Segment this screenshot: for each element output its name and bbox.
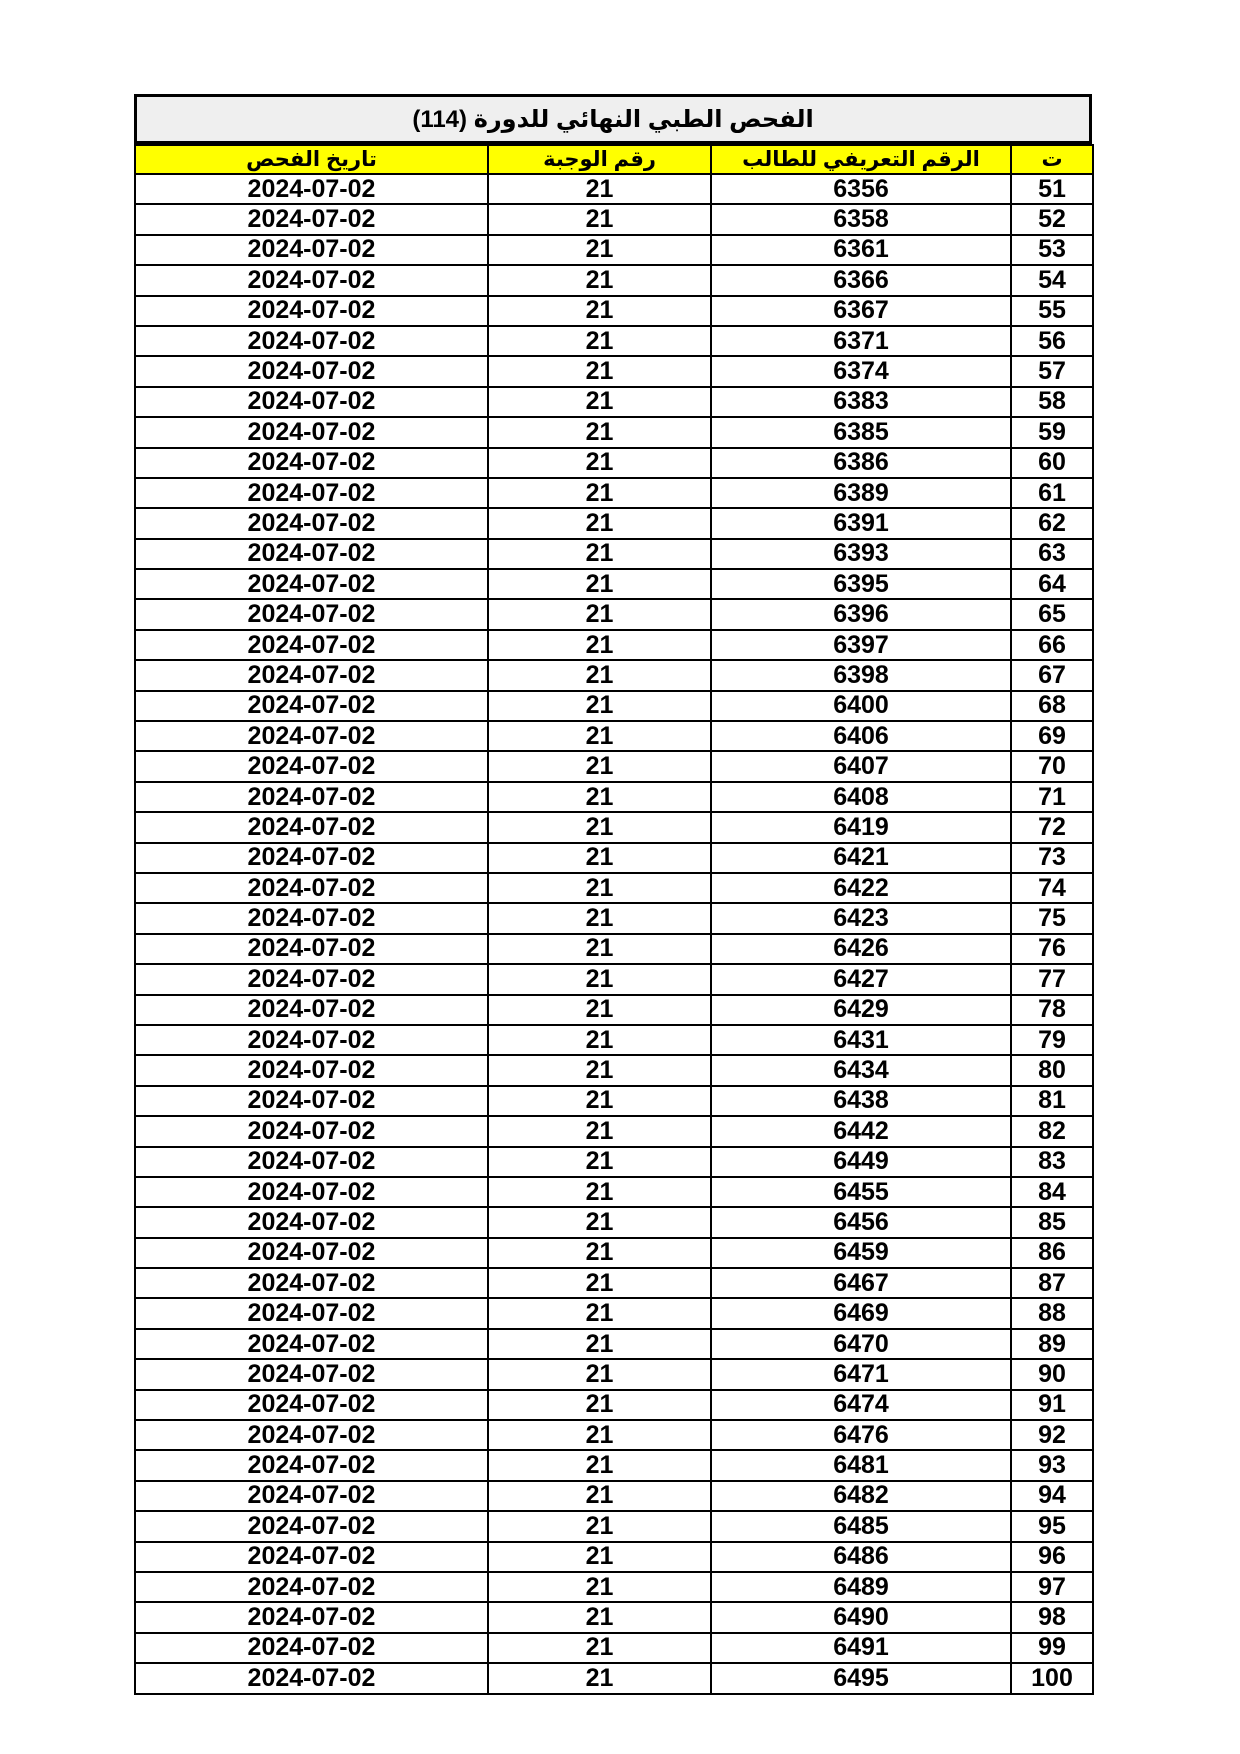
serial-cell: 57 [1011,356,1093,386]
table-row [135,1086,1093,1116]
serial-cell: 77 [1011,964,1093,994]
table-row [135,721,1093,751]
exam-date-cell: 2024-07-02 [135,1511,488,1541]
table-row [135,1602,1093,1632]
exam-date-cell: 2024-07-02 [135,417,488,447]
table-row [135,1420,1093,1450]
batch-cell: 21 [488,1116,711,1146]
table-row [135,356,1093,386]
student-id-cell: 6469 [711,1298,1011,1328]
table-row [135,812,1093,842]
table-row [135,691,1093,721]
serial-cell: 75 [1011,903,1093,933]
exam-date-cell: 2024-07-02 [135,569,488,599]
student-id-cell: 6406 [711,721,1011,751]
batch-cell: 21 [488,1511,711,1541]
table-row [135,599,1093,629]
batch-cell: 21 [488,235,711,265]
serial-cell: 85 [1011,1207,1093,1237]
student-id-cell: 6470 [711,1329,1011,1359]
column-header-serial: ت [1011,145,1093,174]
serial-cell: 56 [1011,326,1093,356]
student-id-cell: 6386 [711,448,1011,478]
student-id-cell: 6385 [711,417,1011,447]
exam-date-cell: 2024-07-02 [135,356,488,386]
serial-cell: 86 [1011,1238,1093,1268]
batch-cell: 21 [488,1359,711,1389]
exam-date-cell: 2024-07-02 [135,1542,488,1572]
serial-cell: 61 [1011,478,1093,508]
exam-date-cell: 2024-07-02 [135,660,488,690]
batch-cell: 21 [488,1329,711,1359]
exam-date-cell: 2024-07-02 [135,903,488,933]
exam-date-cell: 2024-07-02 [135,448,488,478]
student-id-cell: 6442 [711,1116,1011,1146]
serial-cell: 88 [1011,1298,1093,1328]
student-id-cell: 6449 [711,1147,1011,1177]
table-row [135,1298,1093,1328]
batch-cell: 21 [488,599,711,629]
batch-cell: 21 [488,782,711,812]
student-id-cell: 6491 [711,1633,1011,1663]
batch-cell: 21 [488,1298,711,1328]
table-row [135,1572,1093,1602]
exam-date-cell: 2024-07-02 [135,1481,488,1511]
serial-cell: 94 [1011,1481,1093,1511]
batch-cell: 21 [488,964,711,994]
exam-date-cell: 2024-07-02 [135,995,488,1025]
exam-date-cell: 2024-07-02 [135,204,488,234]
exam-date-cell: 2024-07-02 [135,751,488,781]
exam-date-cell: 2024-07-02 [135,1207,488,1237]
exam-date-cell: 2024-07-02 [135,508,488,538]
batch-cell: 21 [488,1390,711,1420]
serial-cell: 55 [1011,296,1093,326]
exam-date-cell: 2024-07-02 [135,873,488,903]
student-id-cell: 6431 [711,1025,1011,1055]
exam-date-cell: 2024-07-02 [135,599,488,629]
batch-cell: 21 [488,1542,711,1572]
exam-date-cell: 2024-07-02 [135,843,488,873]
batch-cell: 21 [488,296,711,326]
exam-date-cell: 2024-07-02 [135,630,488,660]
table-row [135,569,1093,599]
student-id-cell: 6429 [711,995,1011,1025]
serial-cell: 58 [1011,387,1093,417]
student-id-cell: 6485 [711,1511,1011,1541]
batch-cell: 21 [488,721,711,751]
table-row [135,630,1093,660]
batch-cell: 21 [488,448,711,478]
table-row [135,1329,1093,1359]
serial-cell: 62 [1011,508,1093,538]
serial-cell: 71 [1011,782,1093,812]
exam-date-cell: 2024-07-02 [135,1663,488,1693]
student-id-cell: 6398 [711,660,1011,690]
batch-cell: 21 [488,1207,711,1237]
student-id-cell: 6367 [711,296,1011,326]
exam-date-cell: 2024-07-02 [135,296,488,326]
exam-date-cell: 2024-07-02 [135,812,488,842]
batch-cell: 21 [488,1450,711,1480]
batch-cell: 21 [488,387,711,417]
serial-cell: 76 [1011,934,1093,964]
student-id-cell: 6422 [711,873,1011,903]
batch-cell: 21 [488,417,711,447]
serial-cell: 80 [1011,1055,1093,1085]
batch-cell: 21 [488,1055,711,1085]
batch-cell: 21 [488,1633,711,1663]
batch-cell: 21 [488,1268,711,1298]
batch-cell: 21 [488,1481,711,1511]
batch-cell: 21 [488,356,711,386]
student-id-cell: 6397 [711,630,1011,660]
serial-cell: 63 [1011,539,1093,569]
serial-cell: 89 [1011,1329,1093,1359]
table-row [135,1359,1093,1389]
page-title: الفحص الطبي النهائي للدورة (114) [412,105,814,133]
table-row [135,539,1093,569]
table-row [135,174,1093,204]
exam-date-cell: 2024-07-02 [135,1147,488,1177]
table-body [135,174,1093,1694]
table-row [135,235,1093,265]
serial-cell: 82 [1011,1116,1093,1146]
batch-cell: 21 [488,1147,711,1177]
serial-cell: 96 [1011,1542,1093,1572]
student-id-cell: 6482 [711,1481,1011,1511]
student-id-cell: 6361 [711,235,1011,265]
table-row [135,1663,1093,1693]
serial-cell: 69 [1011,721,1093,751]
batch-cell: 21 [488,569,711,599]
serial-cell: 100 [1011,1663,1093,1693]
serial-cell: 67 [1011,660,1093,690]
student-id-cell: 6400 [711,691,1011,721]
serial-cell: 65 [1011,599,1093,629]
student-id-cell: 6456 [711,1207,1011,1237]
serial-cell: 93 [1011,1450,1093,1480]
batch-cell: 21 [488,508,711,538]
student-id-cell: 6426 [711,934,1011,964]
serial-cell: 81 [1011,1086,1093,1116]
table-row [135,660,1093,690]
exam-date-cell: 2024-07-02 [135,1390,488,1420]
serial-cell: 91 [1011,1390,1093,1420]
batch-cell: 21 [488,1086,711,1116]
batch-cell: 21 [488,1177,711,1207]
batch-cell: 21 [488,1238,711,1268]
exam-date-cell: 2024-07-02 [135,1086,488,1116]
batch-cell: 21 [488,1572,711,1602]
exam-date-cell: 2024-07-02 [135,326,488,356]
student-id-cell: 6471 [711,1359,1011,1389]
table-row [135,448,1093,478]
serial-cell: 92 [1011,1420,1093,1450]
batch-cell: 21 [488,478,711,508]
serial-cell: 84 [1011,1177,1093,1207]
exam-date-cell: 2024-07-02 [135,478,488,508]
serial-cell: 66 [1011,630,1093,660]
student-id-cell: 6495 [711,1663,1011,1693]
table-row [135,296,1093,326]
exam-date-cell: 2024-07-02 [135,721,488,751]
exam-date-cell: 2024-07-02 [135,1572,488,1602]
batch-cell: 21 [488,204,711,234]
student-id-cell: 6490 [711,1602,1011,1632]
student-id-cell: 6438 [711,1086,1011,1116]
student-id-cell: 6427 [711,964,1011,994]
exam-date-cell: 2024-07-02 [135,387,488,417]
student-id-cell: 6486 [711,1542,1011,1572]
batch-cell: 21 [488,751,711,781]
batch-cell: 21 [488,1663,711,1693]
student-id-cell: 6474 [711,1390,1011,1420]
student-id-cell: 6408 [711,782,1011,812]
batch-cell: 21 [488,326,711,356]
student-id-cell: 6476 [711,1420,1011,1450]
student-id-cell: 6383 [711,387,1011,417]
batch-cell: 21 [488,995,711,1025]
batch-cell: 21 [488,174,711,204]
batch-cell: 21 [488,903,711,933]
exam-date-cell: 2024-07-02 [135,1025,488,1055]
exam-date-cell: 2024-07-02 [135,1450,488,1480]
batch-cell: 21 [488,630,711,660]
student-id-cell: 6395 [711,569,1011,599]
batch-cell: 21 [488,812,711,842]
exam-date-cell: 2024-07-02 [135,691,488,721]
exam-date-cell: 2024-07-02 [135,1329,488,1359]
batch-cell: 21 [488,1025,711,1055]
serial-cell: 74 [1011,873,1093,903]
table-row [135,265,1093,295]
table-row [135,1207,1093,1237]
exam-date-cell: 2024-07-02 [135,539,488,569]
exam-date-cell: 2024-07-02 [135,1177,488,1207]
batch-cell: 21 [488,691,711,721]
batch-cell: 21 [488,873,711,903]
serial-cell: 97 [1011,1572,1093,1602]
serial-cell: 79 [1011,1025,1093,1055]
exam-date-cell: 2024-07-02 [135,235,488,265]
exam-date-cell: 2024-07-02 [135,1420,488,1450]
table-row [135,903,1093,933]
serial-cell: 78 [1011,995,1093,1025]
table-row [135,1633,1093,1663]
table-row [135,1542,1093,1572]
exam-date-cell: 2024-07-02 [135,174,488,204]
batch-cell: 21 [488,539,711,569]
student-id-cell: 6481 [711,1450,1011,1480]
table-row [135,1511,1093,1541]
exam-date-cell: 2024-07-02 [135,1268,488,1298]
exam-date-cell: 2024-07-02 [135,1055,488,1085]
table-row [135,417,1093,447]
serial-cell: 64 [1011,569,1093,599]
serial-cell: 95 [1011,1511,1093,1541]
batch-cell: 21 [488,843,711,873]
student-id-cell: 6371 [711,326,1011,356]
table-row [135,1025,1093,1055]
table-row [135,1055,1093,1085]
exam-date-cell: 2024-07-02 [135,1633,488,1663]
student-id-cell: 6396 [711,599,1011,629]
table-row [135,782,1093,812]
table-row [135,1450,1093,1480]
student-id-cell: 6421 [711,843,1011,873]
title-box [134,94,1092,144]
table-row [135,1481,1093,1511]
serial-cell: 60 [1011,448,1093,478]
exam-date-cell: 2024-07-02 [135,1602,488,1632]
table-row [135,995,1093,1025]
column-header-batch: رقم الوجبة [488,145,711,174]
student-id-cell: 6393 [711,539,1011,569]
table-row [135,964,1093,994]
serial-cell: 99 [1011,1633,1093,1663]
serial-cell: 90 [1011,1359,1093,1389]
table-row [135,508,1093,538]
serial-cell: 59 [1011,417,1093,447]
batch-cell: 21 [488,934,711,964]
exam-date-cell: 2024-07-02 [135,265,488,295]
student-id-cell: 6366 [711,265,1011,295]
serial-cell: 87 [1011,1268,1093,1298]
student-id-cell: 6455 [711,1177,1011,1207]
serial-cell: 52 [1011,204,1093,234]
table-row [135,873,1093,903]
students-table [134,144,1094,1695]
serial-cell: 54 [1011,265,1093,295]
table-row [135,934,1093,964]
batch-cell: 21 [488,1420,711,1450]
table-row [135,204,1093,234]
column-header-student-id: الرقم التعريفي للطالب [711,145,1011,174]
table-row [135,1147,1093,1177]
table-row [135,1177,1093,1207]
student-id-cell: 6356 [711,174,1011,204]
table-row [135,751,1093,781]
serial-cell: 83 [1011,1147,1093,1177]
column-header-exam-date: تاريخ الفحص [135,145,488,174]
serial-cell: 72 [1011,812,1093,842]
exam-date-cell: 2024-07-02 [135,782,488,812]
student-id-cell: 6389 [711,478,1011,508]
table-row [135,843,1093,873]
student-id-cell: 6489 [711,1572,1011,1602]
serial-cell: 53 [1011,235,1093,265]
batch-cell: 21 [488,265,711,295]
exam-date-cell: 2024-07-02 [135,964,488,994]
table-row [135,1238,1093,1268]
serial-cell: 68 [1011,691,1093,721]
serial-cell: 51 [1011,174,1093,204]
student-id-cell: 6419 [711,812,1011,842]
batch-cell: 21 [488,1602,711,1632]
student-id-cell: 6407 [711,751,1011,781]
exam-date-cell: 2024-07-02 [135,1238,488,1268]
table-row [135,326,1093,356]
table-row [135,387,1093,417]
student-id-cell: 6391 [711,508,1011,538]
serial-cell: 70 [1011,751,1093,781]
exam-date-cell: 2024-07-02 [135,1116,488,1146]
batch-cell: 21 [488,660,711,690]
serial-cell: 98 [1011,1602,1093,1632]
serial-cell: 73 [1011,843,1093,873]
table-row [135,1116,1093,1146]
student-id-cell: 6459 [711,1238,1011,1268]
exam-date-cell: 2024-07-02 [135,934,488,964]
exam-date-cell: 2024-07-02 [135,1359,488,1389]
medical-exam-sheet [134,94,1092,1695]
student-id-cell: 6423 [711,903,1011,933]
student-id-cell: 6434 [711,1055,1011,1085]
student-id-cell: 6374 [711,356,1011,386]
table-row [135,478,1093,508]
header-row [135,145,1093,174]
student-id-cell: 6467 [711,1268,1011,1298]
exam-date-cell: 2024-07-02 [135,1298,488,1328]
student-id-cell: 6358 [711,204,1011,234]
table-row [135,1268,1093,1298]
table-row [135,1390,1093,1420]
